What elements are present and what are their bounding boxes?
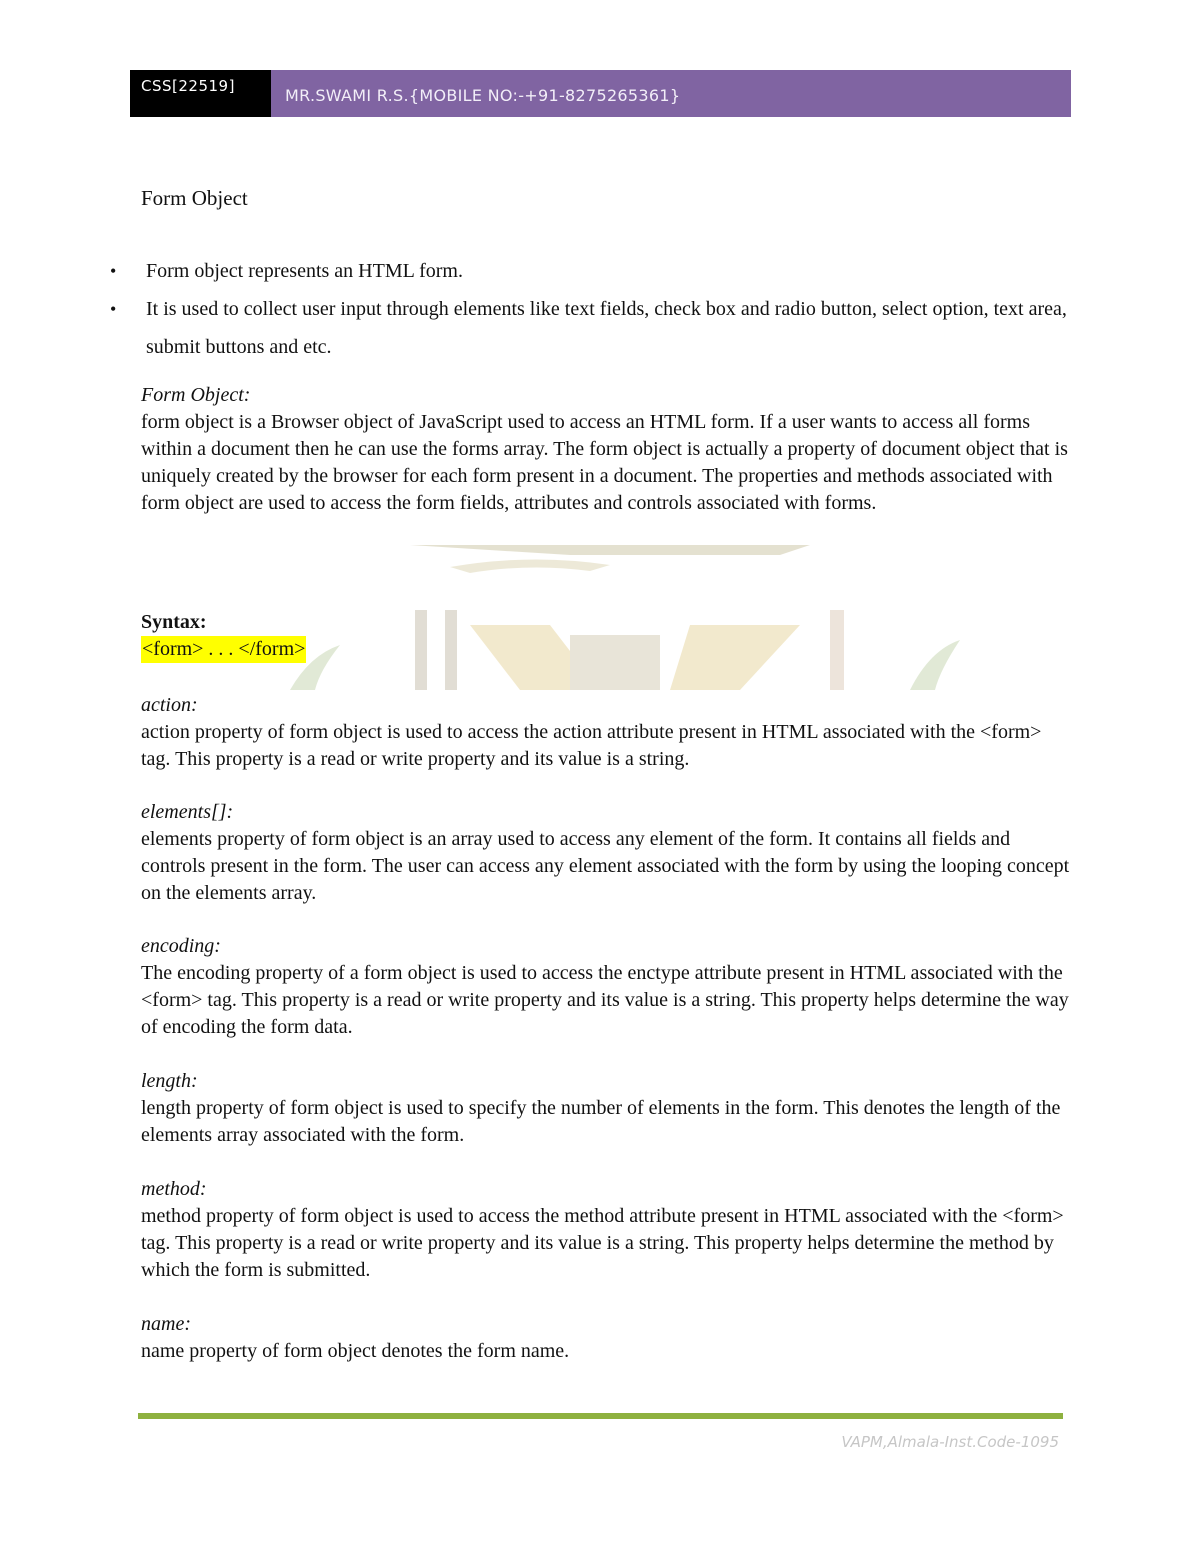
bullet-text: It is used to collect user input through elements like text fields, check box and radio button, select option, text area, submit buttons and etc. <box>146 298 1067 358</box>
section-term: length: <box>141 1070 198 1092</box>
list-item <box>110 290 1070 366</box>
section-text: The encoding property of a form object is used to access the enctype attribute present in HTML associated with the <form> tag. This property is a read or write property and its value is a string. This property helps determine the way of encoding the form data. <box>141 962 1069 1038</box>
footer-institute-code: VAPM,Almala-Inst.Code-1095 <box>841 1433 1059 1451</box>
method-section <box>141 1176 1071 1284</box>
section-term: encoding: <box>141 935 221 957</box>
encoding-section <box>141 933 1071 1041</box>
length-section <box>141 1068 1071 1149</box>
syntax-heading: Syntax: <box>141 611 207 633</box>
syntax-code: <form> . . . </form> <box>141 636 306 663</box>
section-text: elements property of form object is an array used to access any element of the form. It contains all fields and controls present in the form. The user can access any element associated with the form by using the looping concept on the elements array. <box>141 828 1070 904</box>
footer-divider <box>138 1413 1063 1419</box>
section-term: elements[]: <box>141 801 234 823</box>
section-term: action: <box>141 694 198 716</box>
page-title: Form Object <box>141 186 248 210</box>
list-item <box>110 252 1070 290</box>
syntax-section <box>141 609 1071 663</box>
section-text: length property of form object is used to specify the number of elements in the form. This denotes the length of the elements array associated with the form. <box>141 1097 1061 1146</box>
section-text: action property of form object is used to access the action attribute present in HTML associated with the <form> tag. This property is a read or write property and its value is a string. <box>141 721 1042 770</box>
section-text: form object is a Browser object of JavaScript used to access an HTML form. If a user wants to access all forms within a document then he can use the forms array. The form object is actually a property of document object that is uniquely created by the browser for each form present in a document. The properties and methods associated with form object are used to access the form fields, attributes and controls associated with forms. <box>141 411 1068 514</box>
bullet-icon: • <box>110 261 117 281</box>
action-section <box>141 692 1071 773</box>
section-text: method property of form object is used to access the method attribute present in HTML associated with the <form> tag. This property is a read or write property and its value is a string. This property helps determine the method by which the form is submitted. <box>141 1205 1064 1281</box>
section-term: method: <box>141 1178 207 1200</box>
section-term: name: <box>141 1313 191 1335</box>
form-object-section <box>141 382 1071 517</box>
course-code-badge: CSS[22519] <box>130 70 271 117</box>
bullet-text: Form object represents an HTML form. <box>146 260 463 282</box>
section-text: name property of form object denotes the form name. <box>141 1340 570 1362</box>
section-term: Form Object: <box>141 384 251 406</box>
elements-section <box>141 799 1071 907</box>
bullet-icon: • <box>110 299 117 319</box>
intro-bullet-list <box>110 252 1070 366</box>
name-section <box>141 1311 1071 1365</box>
author-banner: MR.SWAMI R.S.{MOBILE NO:-+91-8275265361} <box>271 70 1071 117</box>
